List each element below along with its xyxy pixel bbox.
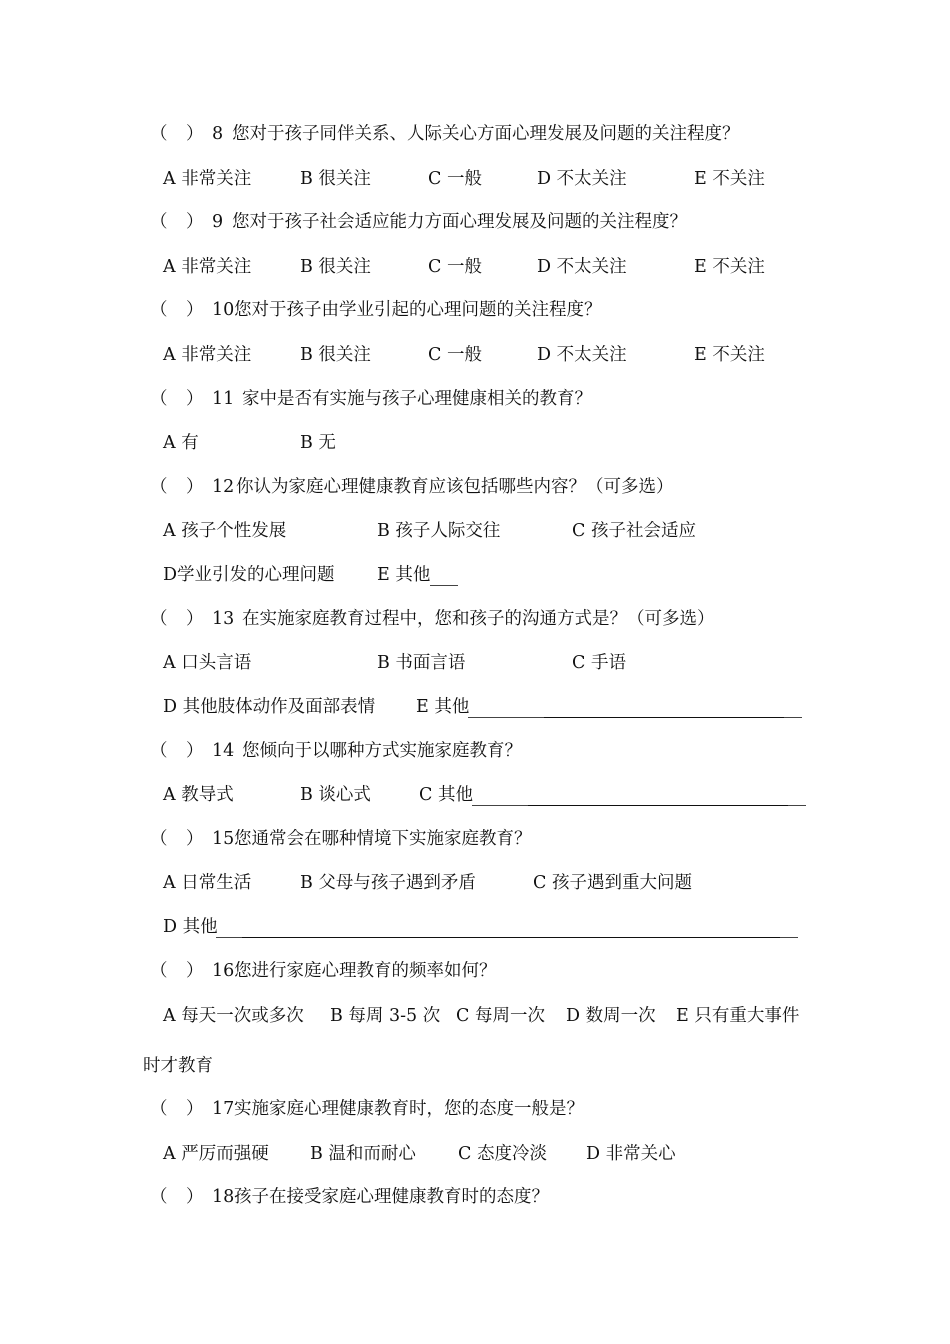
question-8 [0,126,950,150]
option-a: A 日常生活 [163,873,252,893]
options-row [0,259,950,283]
option-a: A 口头言语 [163,653,252,673]
question-11 [0,391,950,415]
question-number: 18 [212,1187,235,1207]
option-a: A 有 [163,433,199,453]
option-c: C 一般 [428,169,482,189]
answer-paren-open: （ [150,1099,168,1119]
question-text: 你认为家庭心理健康教育应该包括哪些内容？（可多选） [236,477,674,497]
options-row-2 [0,919,950,943]
option-e: E 其他 [377,565,431,585]
question-number: 16 [212,961,235,981]
question-18 [0,1189,950,1213]
answer-paren-close: ） [186,124,204,144]
fill-in-blank[interactable] [472,787,528,806]
question-number: 15 [212,829,235,849]
option-b: B 很关注 [300,345,371,365]
option-a: A 教导式 [163,785,234,805]
option-c: C 态度冷淡 [458,1144,547,1164]
question-text: 家中是否有实施与孩子心理健康相关的教育？ [242,389,592,409]
answer-paren-open: （ [150,477,168,497]
fill-in-blank[interactable] [242,919,780,938]
answer-paren-close: ） [186,300,204,320]
answer-paren-close: ） [186,609,204,629]
answer-paren-open: （ [150,300,168,320]
answer-paren-open: （ [150,1187,168,1207]
option-e: E 其他 [416,697,470,717]
question-text: 您倾向于以哪种方式实施家庭教育？ [242,741,522,761]
options-row [0,171,950,195]
fill-in-blank[interactable] [528,787,788,806]
option-b: B 谈心式 [300,785,371,805]
options-row [0,1008,950,1032]
question-text: 您对于孩子由学业引起的心理问题的关注程度？ [234,300,602,320]
fill-in-blank[interactable] [784,699,802,718]
question-15 [0,831,950,855]
fill-in-blank[interactable] [430,567,458,586]
option-b: B 父母与孩子遇到矛盾 [300,873,476,893]
answer-paren-open: （ [150,609,168,629]
option-a: A 孩子个性发展 [163,521,287,541]
fill-in-blank[interactable] [780,919,798,938]
question-number: 11 [212,389,235,409]
answer-paren-close: ） [186,741,204,761]
answer-paren-close: ） [186,212,204,232]
options-row [0,347,950,371]
option-a: A 非常关注 [163,257,252,277]
options-row [0,435,950,459]
answer-paren-close: ） [186,829,204,849]
question-number: 12 [212,477,235,497]
option-b: B 孩子人际交往 [377,521,501,541]
option-c: C 每周一次 [456,1006,545,1026]
option-c: C 一般 [428,345,482,365]
options-row [0,523,950,547]
option-e: E 不关注 [694,345,765,365]
answer-paren-open: （ [150,961,168,981]
question-text: 您通常会在哪种情境下实施家庭教育？ [234,829,532,849]
answer-paren-open: （ [150,124,168,144]
question-13 [0,611,950,635]
option-d: D 不太关注 [537,169,627,189]
options-row-2 [0,567,950,591]
option-b: B 无 [300,433,336,453]
option-b: B 每周 3-5 次 [330,1006,441,1026]
fill-in-blank[interactable] [544,699,784,718]
question-number: 13 [212,609,235,629]
option-e: E 不关注 [694,257,765,277]
answer-paren-open: （ [150,829,168,849]
option-b: B 很关注 [300,169,371,189]
option-d: D 不太关注 [537,257,627,277]
answer-paren-close: ） [186,1187,204,1207]
options-row [0,787,950,811]
question-text: 实施家庭心理健康教育时，您的态度一般是？ [234,1099,584,1119]
option-d: D 不太关注 [537,345,627,365]
option-d: D 非常关心 [586,1144,676,1164]
option-c: C 一般 [428,257,482,277]
question-10 [0,302,950,326]
option-c: C 孩子遇到重大问题 [533,873,692,893]
answer-paren-open: （ [150,212,168,232]
question-16 [0,963,950,987]
question-14 [0,743,950,767]
fill-in-blank[interactable] [216,919,242,938]
answer-paren-close: ） [186,1099,204,1119]
option-c: C 其他 [419,785,473,805]
question-number: 14 [212,741,235,761]
option-d: D 数周一次 [566,1006,656,1026]
answer-paren-open: （ [150,389,168,409]
option-e-continuation: 时才教育 [143,1056,213,1076]
option-c: C 手语 [572,653,626,673]
options-row [0,1146,950,1170]
question-text: 在实施家庭教育过程中，您和孩子的沟通方式是？（可多选） [242,609,715,629]
option-e: E 不关注 [694,169,765,189]
answer-paren-open: （ [150,741,168,761]
answer-paren-close: ） [186,477,204,497]
fill-in-blank[interactable] [468,699,544,718]
question-text: 孩子在接受家庭心理健康教育时的态度？ [234,1187,549,1207]
option-c: C 孩子社会适应 [572,521,696,541]
option-a: A 非常关注 [163,169,252,189]
options-wrap-line [0,1058,950,1082]
options-row [0,655,950,679]
question-number: 9 [212,212,224,232]
question-number: 17 [212,1099,235,1119]
option-a: A 严厉而强硬 [163,1144,269,1164]
options-row [0,875,950,899]
question-12 [0,479,950,503]
question-text: 您对于孩子同伴关系、人际关心方面心理发展及问题的关注程度？ [232,124,740,144]
option-a: A 每天一次或多次 [163,1006,304,1026]
question-17 [0,1101,950,1125]
fill-in-blank[interactable] [788,787,806,806]
option-d: D 其他 [163,917,218,937]
option-b: B 书面言语 [377,653,466,673]
answer-paren-close: ） [186,389,204,409]
option-d: D 其他肢体动作及面部表情 [163,697,376,717]
option-e: E 只有重大事件 [676,1006,800,1026]
question-number: 8 [212,124,224,144]
question-number: 10 [212,300,235,320]
option-d: D学业引发的心理问题 [163,565,335,585]
options-row-2 [0,699,950,723]
option-a: A 非常关注 [163,345,252,365]
option-b: B 温和而耐心 [310,1144,416,1164]
option-b: B 很关注 [300,257,371,277]
question-9 [0,214,950,238]
answer-paren-close: ） [186,961,204,981]
question-text: 您进行家庭心理教育的频率如何？ [234,961,497,981]
question-text: 您对于孩子社会适应能力方面心理发展及问题的关注程度？ [232,212,687,232]
